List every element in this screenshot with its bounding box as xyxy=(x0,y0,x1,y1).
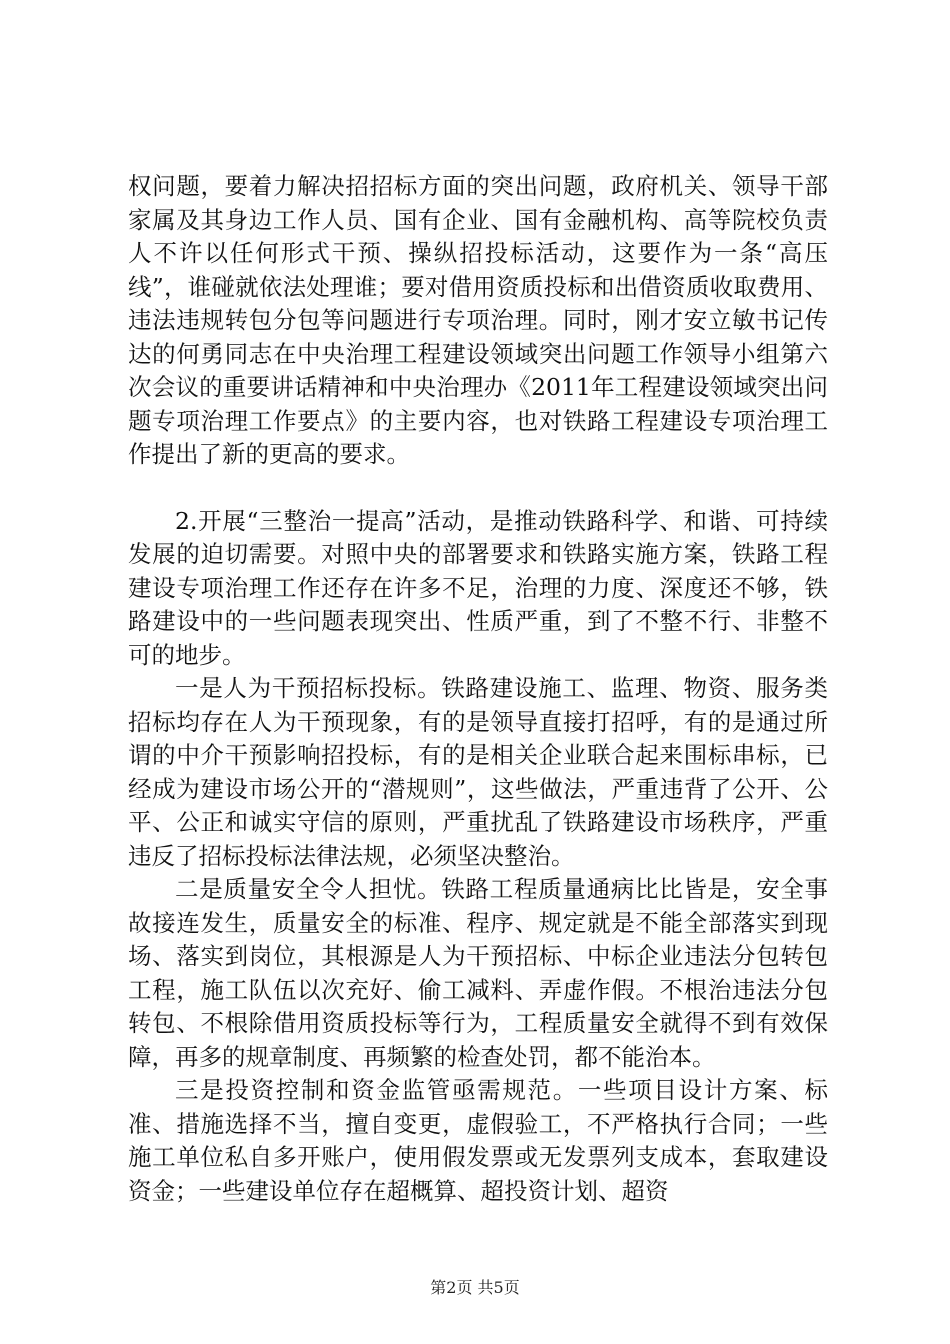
paragraph-point-3: 三是投资控制和资金监管亟需规范。一些项目设计方案、标准、措施选择不当，擅自变更，虚假验工，不严格执行合同；一些施工单位私自多开账户，使用假发票或无发票列支成本，套取建设资金；一些建设单位存在超概算、超投资计划、超资 xyxy=(128,1076,828,1205)
document-body xyxy=(128,170,828,1208)
page-number-footer: 第2页 共5页 xyxy=(430,1278,520,1297)
paragraph-section-2: 2.开展“三整治一提高”活动，是推动铁路科学、和谐、可持续发展的迫切需要。对照中央的部署要求和铁路实施方案，铁路工程建设专项治理工作还存在许多不足，治理的力度、深度还不够，铁路建设中的一些问题表现突出、性质严重，到了不整不行、非整不可的地步。 xyxy=(128,506,828,669)
paragraph-gap xyxy=(128,472,828,505)
paragraph-point-1: 一是人为干预招标投标。铁路建设施工、监理、物资、服务类招标均存在人为干预现象，有的是领导直接打招呼，有的是通过所谓的中介干预影响招投标，有的是相关企业联合起来围标串标，已经成为建设市场公开的“潜规则”，这些做法，严重违背了公开、公平、公正和诚实守信的原则，严重扰乱了铁路建设市场秩序，严重违反了招标投标法律法规，必须坚决整治。 xyxy=(128,674,828,870)
paragraph-point-2: 二是质量安全令人担忧。铁路工程质量通病比比皆是，安全事故接连发生，质量安全的标准、程序、规定就是不能全部落实到现场、落实到岗位，其根源是人为干预招标、中标企业违法分包转包工程，施工队伍以次充好、偷工减料、弄虚作假。不根治违法分包转包、不根除借用资质投标等行为，工程质量安全就得不到有效保障，再多的规章制度、再频繁的检查处罚，都不能治本。 xyxy=(128,875,828,1071)
paragraph-continued: 权问题，要着力解决招招标方面的突出问题，政府机关、领导干部家属及其身边工作人员、国有企业、国有金融机构、高等院校负责人不许以任何形式干预、操纵招投标活动，这要作为一条“高压线”，谁碰就依法处理谁；要对借用资质投标和出借资质收取费用、违法违规转包分包等问题进行专项治理。同时，刚才安立敏书记传达的何勇同志在中央治理工程建设领域突出问题工作领导小组第六次会议的重要讲话精神和中央治理办《2011年工程建设领域突出问题专项治理工作要点》的主要内容，也对铁路工程建设专项治理工作提出了新的更高的要求。 xyxy=(128,172,828,468)
